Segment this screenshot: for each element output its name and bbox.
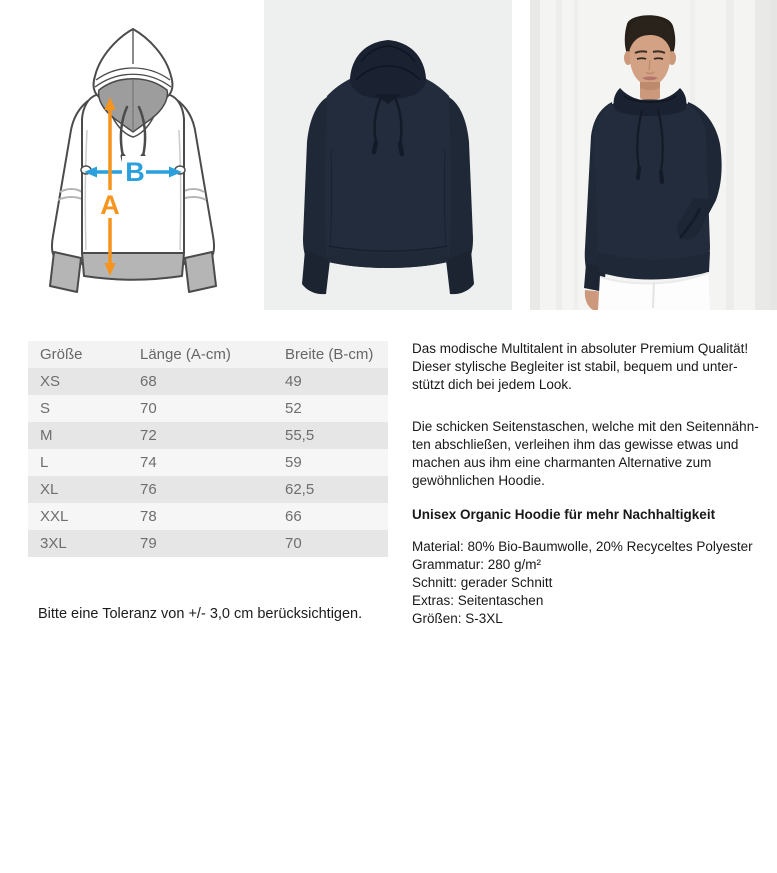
col-header-size: Größe — [40, 346, 83, 363]
product-photo-front[interactable] — [264, 0, 512, 310]
size-row-xl — [28, 476, 388, 503]
model-photo[interactable] — [530, 0, 777, 310]
size-row-l — [28, 449, 388, 476]
spec-sizes: Größen: S-3XL — [412, 611, 503, 626]
length-cell: 72 — [140, 427, 157, 444]
description-line: stützt dich bei jedem Look. — [412, 377, 572, 392]
description-line: gewöhnlichen Hoodie. — [412, 473, 545, 488]
size-cell: M — [40, 427, 53, 444]
description-line: Dieser stylische Begleiter ist stabil, bequem und unter- — [412, 359, 738, 374]
size-cell: S — [40, 400, 51, 417]
size-cell: L — [40, 454, 49, 471]
size-cell: 3XL — [40, 535, 67, 552]
size-cell: XL — [40, 481, 59, 498]
length-cell: 79 — [140, 535, 157, 552]
product-specs — [412, 538, 777, 628]
length-arrow-label: A — [100, 190, 120, 220]
sustainability-heading: Unisex Organic Hoodie für mehr Nachhaltigkeit — [412, 507, 716, 522]
description-paragraph-1 — [412, 340, 777, 394]
size-row-s — [28, 395, 388, 422]
width-cell: 62,5 — [285, 481, 315, 498]
width-cell: 66 — [285, 508, 302, 525]
navy-hoodie-product-image — [264, 0, 512, 310]
length-cell: 68 — [140, 373, 157, 390]
size-cell: XS — [40, 373, 61, 390]
length-cell: 74 — [140, 454, 157, 471]
hoodie-measure-diagram — [0, 0, 264, 310]
spec-extras: Extras: Seitentaschen — [412, 593, 544, 608]
description-line: ten abschließen, verleihen ihm das gewisse etwas und — [412, 437, 739, 452]
length-cell: 76 — [140, 481, 157, 498]
description-paragraph-2 — [412, 418, 777, 490]
size-row-3xl — [28, 530, 388, 557]
col-header-length: Länge (A-cm) — [140, 346, 231, 363]
spec-grammage: Grammatur: 280 g/m² — [412, 557, 542, 572]
size-row-m — [28, 422, 388, 449]
size-chart-diagram-image[interactable] — [0, 0, 264, 310]
width-cell: 49 — [285, 373, 302, 390]
width-cell: 59 — [285, 454, 302, 471]
length-cell: 78 — [140, 508, 157, 525]
model-wearing-hoodie-image — [530, 0, 777, 310]
length-cell: 70 — [140, 400, 157, 417]
description-line: Das modische Multitalent in absoluter Premium Qualität! — [412, 341, 749, 356]
description-line: machen aus ihm eine charmanten Alternative zum — [412, 455, 712, 470]
spec-material: Material: 80% Bio-Baumwolle, 20% Recyceltes Polyester — [412, 539, 753, 554]
width-cell: 52 — [285, 400, 302, 417]
size-table — [28, 341, 388, 557]
width-arrow-label: B — [125, 157, 145, 187]
size-row-xs — [28, 368, 388, 395]
col-header-width: Breite (B-cm) — [285, 346, 374, 363]
width-cell: 70 — [285, 535, 302, 552]
tolerance-note: Bitte eine Toleranz von +/- 3,0 cm berücksichtigen. — [38, 606, 363, 622]
product-description — [412, 340, 777, 628]
width-cell: 55,5 — [285, 427, 315, 444]
size-table-header-row — [28, 341, 388, 368]
size-cell: XXL — [40, 508, 69, 525]
size-row-xxl — [28, 503, 388, 530]
spec-cut: Schnitt: gerader Schnitt — [412, 575, 553, 590]
description-line: Die schicken Seitenstaschen, welche mit den Seitennähn- — [412, 419, 759, 434]
